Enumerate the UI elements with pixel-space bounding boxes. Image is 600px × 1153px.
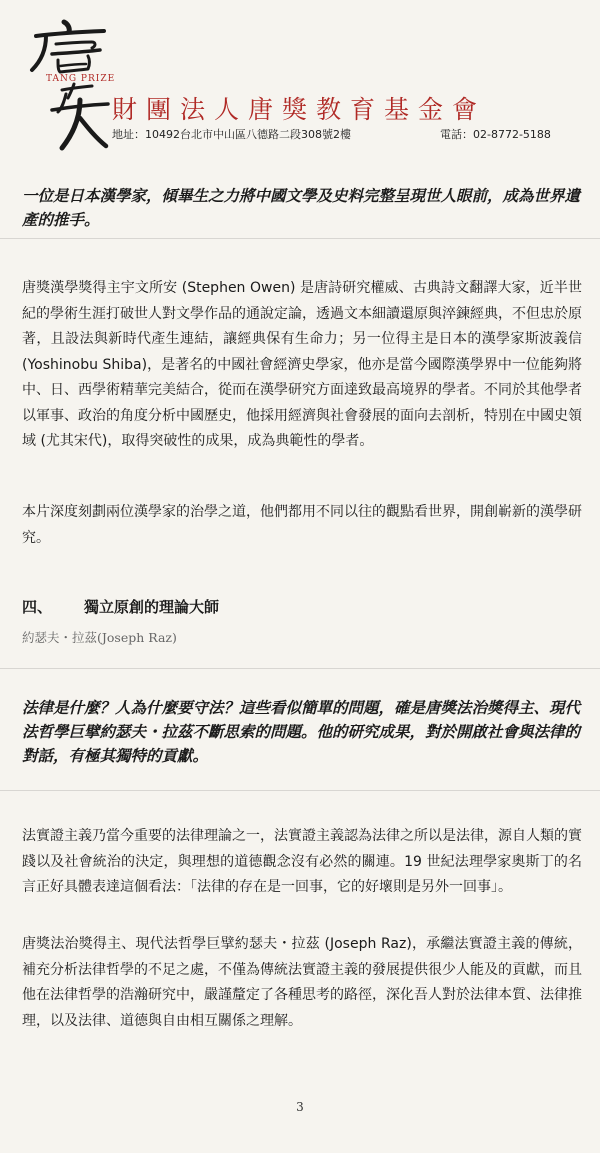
organization-address: 地址：10492台北市中山區八德路二段308號2樓 [112,128,351,141]
divider [0,668,600,669]
organization-phone: 電話：02-8772-5188 [440,128,551,141]
section-four-paragraph-2: 唐獎法治獎得主、現代法哲學巨擘約瑟夫・拉茲 (Joseph Raz)，承繼法實證主義的傳統，補充分析法律哲學的不足之處，不僅為傳統法實證主義的發展提供很少人能及的貢獻，而且他在法律哲學的浩瀚研究中，嚴謹釐定了各種思考的路徑，深化吾人對於法律本質、法律推理，以及法律、道德與自由相互關係之理解。 [22,936,582,1029]
section-four-paragraph-1: 法實證主義乃當今重要的法律理論之一，法實證主義認為法律之所以是法律，源自人類的實踐以及社會統治的決定，與理想的道德觀念沒有必然的關連。19 世紀法理學家奧斯丁的名言正好具體表達這個看法：「法律的存在是一回事，它的好壞則是另外一回事」。 [22,828,582,895]
section-three-paragraph-2: 本片深度刻劃兩位漢學家的治學之道，他們都用不同以往的觀點看世界，開創嶄新的漢學研究。 [22,504,582,546]
letterhead [22,14,582,164]
section-four-lead: 法律是什麼？人為什麼要守法？這些看似簡單的問題，確是唐獎法治獎得主、現代法哲學巨擘約瑟夫・拉茲不斷思索的問題。他的研究成果，對於開啟社會與法律的對話，有極其獨特的貢獻。 [22,699,581,765]
section-number: 四、 [22,598,53,616]
section-four-heading [22,596,422,617]
tang-prize-logo [22,14,122,164]
logo-text: TANG PRIZE [46,74,116,84]
section-four-person: 約瑟夫・拉茲(Joseph Raz) [22,630,177,645]
organization-name: 財團法人唐獎教育基金會 [112,95,487,124]
divider [0,790,600,791]
section-three-lead: 一位是日本漢學家，傾畢生之力將中國文學及史料完整呈現世人眼前，成為世界遺產的推手。 [22,187,581,229]
section-title: 獨立原創的理論大師 [84,598,220,616]
divider [0,238,600,239]
page-number: 3 [296,1100,304,1114]
calligraphy-logo-icon [22,14,122,164]
section-three-paragraph-1: 唐獎漢學獎得主宇文所安 (Stephen Owen) 是唐詩研究權威、古典詩文翻譯大家，近半世紀的學術生涯打破世人對文學作品的通說定論，透過文本細讀還原與淬鍊經典，不但忠於原著，且設法與新時代產生連結，讓經典保有生命力；另一位得主是日本的漢學家斯波義信 (Yoshinobu Shiba)，是著名的中國社會經濟史學家，他亦是當今國際漢學界中一位能夠將中、日、西學術精華完美結合，從而在漢學研究方面達致最高境界的學者。不同於其他學者以軍事、政治的角度分析中國歷史，他採用經濟與社會發展的面向去剖析，特別在中國史領域 (尤其宋代)，取得突破性的成果，成為典範性的學者。 [22,280,582,449]
